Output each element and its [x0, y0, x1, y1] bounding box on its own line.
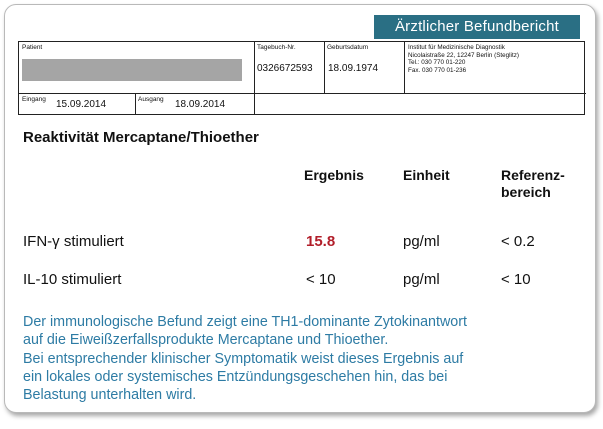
- report-card: [4, 4, 596, 413]
- tagebuch-label: Tagebuch-Nr.: [257, 44, 296, 51]
- geburtsdatum-label: Geburtsdatum: [327, 44, 369, 51]
- column-header-ergebnis: Ergebnis: [304, 167, 364, 183]
- row-result: < 10: [306, 271, 336, 288]
- geburtsdatum-cell: [324, 42, 404, 93]
- ausgang-cell: [135, 93, 254, 115]
- institute-line: Tel.: 030 770 01-220: [408, 59, 466, 67]
- note-line: Der immunologische Befund zeigt eine TH1-dominante Zytokinantwort: [23, 314, 467, 330]
- row-reference: < 0.2: [501, 233, 535, 250]
- note-line: Belastung unterhalten wird.: [23, 387, 197, 404]
- row-unit: pg/ml: [403, 271, 440, 288]
- note-line: Bei entsprechender klinischer Symptomatik weist dieses Ergebnis auf: [23, 350, 464, 367]
- report-banner: Ärztlicher Befundbericht: [374, 15, 580, 39]
- row-reference: < 10: [501, 271, 531, 288]
- geburtsdatum-value: 18.09.1974: [328, 63, 379, 74]
- header-divider: [404, 42, 405, 93]
- note-line: auf die Eiweißzerfallsprodukte Mercaptane und Thioether.: [23, 332, 389, 349]
- row-unit: pg/ml: [403, 233, 440, 250]
- row-name: IFN-γ stimuliert: [23, 233, 124, 250]
- redacted-patient-name: [22, 59, 242, 81]
- column-header-referenz-line: bereich: [501, 184, 551, 200]
- eingang-value: 15.09.2014: [56, 99, 107, 110]
- eingang-label: Eingang: [22, 96, 46, 103]
- tagebuch-value: 0326672593: [257, 63, 313, 74]
- patient-label: Patient: [22, 44, 43, 51]
- institute-line: Nicolaistraße 22, 12247 Berlin (Steglitz): [408, 51, 519, 59]
- institute-line: Fax. 030 770 01-236: [408, 66, 467, 74]
- column-header-referenz: [501, 167, 565, 201]
- section-title: Reaktivität Mercaptane/Thioether: [23, 129, 259, 146]
- row-name: IL-10 stimuliert: [23, 271, 122, 288]
- eingang-cell: [19, 93, 135, 115]
- ausgang-value: 18.09.2014: [175, 99, 226, 110]
- column-header-referenz-line: Referenz-: [501, 167, 565, 183]
- tagebuch-cell: [254, 42, 324, 93]
- patient-cell: [19, 42, 254, 93]
- row-result-abnormal: 15.8: [306, 233, 336, 250]
- ausgang-label: Ausgang: [138, 96, 164, 103]
- note-line: ein lokales oder systemisches Entzündungsgeschehen hin, das bei: [23, 368, 448, 385]
- column-header-einheit: Einheit: [403, 167, 450, 183]
- institute-address: [408, 44, 519, 74]
- interpretation-note: [23, 313, 588, 404]
- institute-line: Institut für Medizinische Diagnostik: [408, 44, 505, 51]
- header-table: [18, 41, 585, 115]
- header-divider: [254, 93, 255, 115]
